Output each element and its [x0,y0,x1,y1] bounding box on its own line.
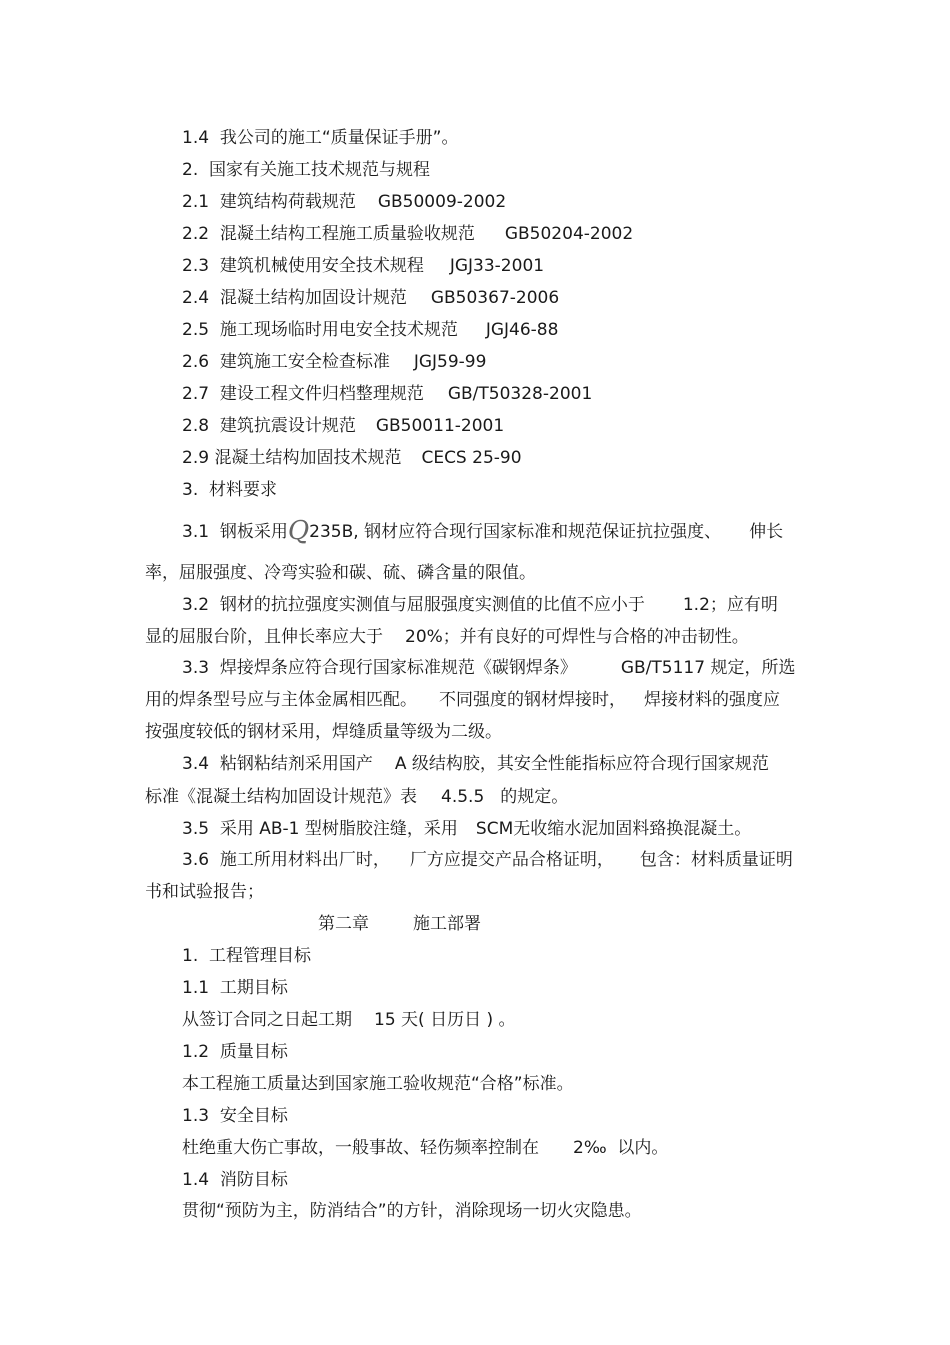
standard-code: CECS 25-90 [421,448,522,468]
section-heading: 3. 材料要求 [182,480,278,500]
text-span: 2‰ 以内。 [573,1138,669,1158]
paragraph-line [182,657,795,679]
paragraph-line: 本工程施工质量达到国家施工验收规范“合格”标准。 [182,1074,574,1094]
text-span: 显的屈服台阶，且伸长率应大于 [145,627,383,647]
text-span: 3.5 采用 AB-1 型树脂胶注缝，采用 [182,819,458,839]
standard-code: GB50367-2006 [430,288,560,308]
subsection-heading: 1.4 消防目标 [182,1170,288,1190]
text-span: 不同强度的钢材焊接时， [439,690,626,710]
standard-item [182,287,559,309]
text-span: GB/T5117 规定，所选 [620,658,796,678]
standard-code: GB50204-2002 [504,224,634,244]
subsection-heading: 1.2 质量目标 [182,1042,288,1062]
subsection-heading: 1.3 安全目标 [182,1106,288,1126]
text-span: A 级结构胶，其安全性能指标应符合现行国家规范 [394,754,769,774]
text-span: 15 天( 日历日 ) 。 [374,1010,516,1030]
standard-code: GB50011-2001 [375,416,505,436]
standard-item [182,383,592,405]
text-span: 20%；并有良好的可焊性与合格的冲击韧性。 [405,627,749,647]
text-span: 从签订合同之日起工期 [182,1010,352,1030]
standard-name: 2.6 建筑施工安全检查标准 [182,352,390,372]
text-span: 3.6 施工所用材料出厂时， [182,850,390,870]
paragraph-line [145,626,749,648]
standard-name: 2.4 混凝土结构加固设计规范 [182,288,407,308]
subsection-heading: 1.1 工期目标 [182,978,288,998]
text-span: 的规定。 [500,787,569,807]
standard-item [182,447,522,469]
text-span: 4.5.5 [441,787,485,807]
paragraph-line [182,594,778,616]
standard-name: 2.3 建筑机械使用安全技术规程 [182,256,424,276]
text-span: SCM无收缩水泥加固料臵换混凝土。 [475,819,752,839]
paragraph-line [182,849,793,871]
text-span: 3.4 粘钢粘结剂采用国产 [182,754,373,774]
text-span: 235B, 钢材应符合现行国家标准和规范保证抗拉强度、 [309,522,722,542]
paragraph-line [182,1009,516,1031]
chapter-number: 第二章 [318,914,369,934]
steel-grade-mark: Q [287,516,310,546]
paragraph-line [145,786,568,808]
text-span: 3.2 钢材的抗拉强度实测值与屈服强度实测值的比值不应小于 [182,595,645,615]
text-span: 伸长 [749,522,784,542]
paragraph-line [182,516,784,546]
standard-name: 2.8 建筑抗震设计规范 [182,416,356,436]
paragraph-line [182,1137,668,1159]
standard-code: GB/T50328-2001 [447,384,593,404]
paragraph-line [182,818,751,840]
text-span: 3.1 钢板采用 [182,522,288,542]
paragraph-line [182,753,769,775]
text-span: 包含：材料质量证明 [639,850,793,870]
standard-item [182,223,633,245]
standard-code: JGJ33-2001 [449,256,545,276]
standard-item [182,415,504,437]
standard-name: 2.2 混凝土结构工程施工质量验收规范 [182,224,475,244]
section-heading: 1. 工程管理目标 [182,946,312,966]
text-span: 杜绝重大伤亡事故，一般事故、轻伤频率控制在 [182,1138,539,1158]
standard-name: 2.5 施工现场临时用电安全技术规范 [182,320,458,340]
standard-item [182,255,544,277]
standard-code: GB50009-2002 [377,192,507,212]
chapter-heading [318,913,481,935]
standard-item [182,191,506,213]
paragraph-line: 按强度较低的钢材采用，焊缝质量等级为二级。 [145,722,502,742]
standard-name: 2.9 混凝土结构加固技术规范 [182,448,402,468]
paragraph-line: 贯彻“预防为主，防消结合”的方针，消除现场一切火灾隐患。 [182,1201,642,1221]
standard-item [182,351,486,373]
text-span: 焊接材料的强度应 [644,690,780,710]
text-span: 厂方应提交产品合格证明， [409,850,614,870]
paragraph-line [145,689,780,711]
text-span: 用的焊条型号应与主体金属相匹配。 [145,690,417,710]
standard-name: 2.7 建设工程文件归档整理规范 [182,384,424,404]
standard-item [182,319,558,341]
text-span: 1.2；应有明 [682,595,778,615]
paragraph-line: 书和试验报告； [145,882,264,902]
paragraph-line: 率，屈服强度、冷弯实验和碳、硫、磷含量的限值。 [145,563,536,583]
text-span: 3.3 焊接焊条应符合现行国家标准规范《碳钢焊条》 [182,658,577,678]
text-line: 1.4 我公司的施工“质量保证手册”。 [182,128,459,148]
chapter-title: 施工部署 [413,914,481,934]
standard-code: JGJ46-88 [485,320,559,340]
standard-code: JGJ59-99 [413,352,487,372]
text-span: 标准《混凝土结构加固设计规范》表 [145,787,417,807]
section-heading: 2. 国家有关施工技术规范与规程 [182,160,431,180]
standard-name: 2.1 建筑结构荷载规范 [182,192,356,212]
